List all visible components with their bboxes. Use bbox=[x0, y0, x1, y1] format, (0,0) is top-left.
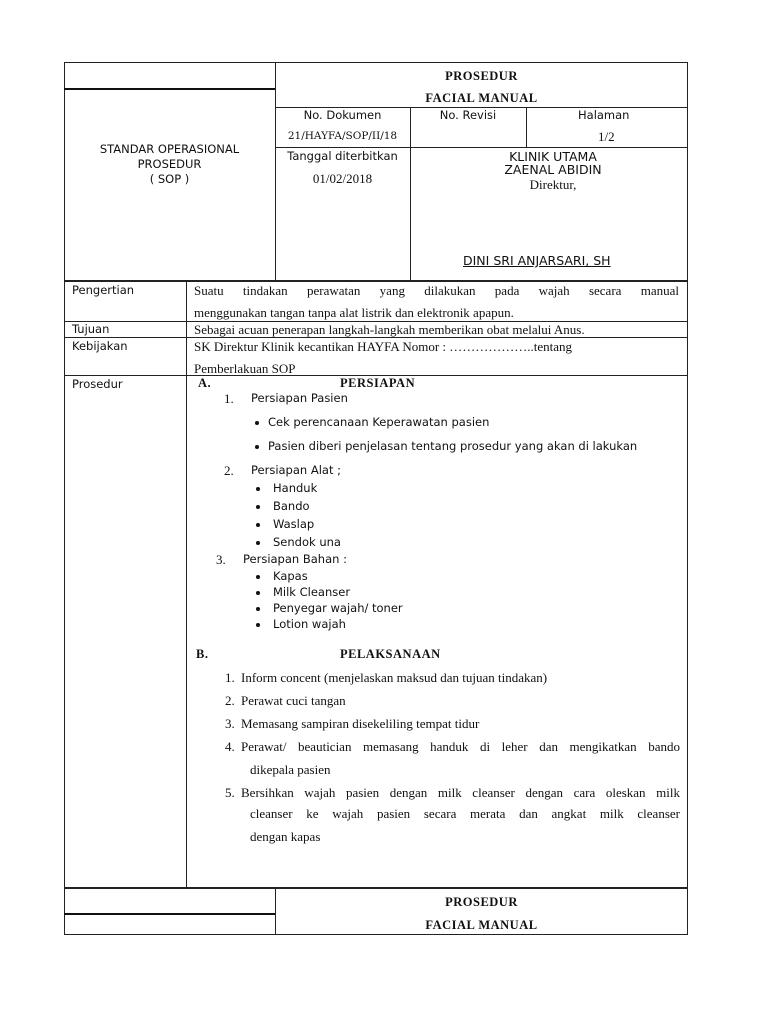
logo-rule bbox=[64, 88, 275, 90]
item1-bullet-1: Cek perencanaan Keperawatan pasien bbox=[268, 415, 490, 429]
clinic-line-2: ZAENAL ABIDIN bbox=[504, 162, 602, 177]
doc-no-value: 21/HAYFA/SOP/II/18 bbox=[287, 130, 398, 142]
section-a-letter: A. bbox=[198, 376, 212, 390]
step5-line-2: cleanser ke wajah pasien secara merata dan angkat milk cleanser bbox=[250, 806, 680, 821]
item2-bullet-1: Handuk bbox=[273, 481, 318, 495]
item2-number: 2. bbox=[224, 463, 234, 478]
header-col-divider-2 bbox=[526, 107, 527, 147]
sop-label-line-3: ( SOP ) bbox=[149, 172, 190, 186]
bullet-dot bbox=[256, 505, 260, 509]
kebijakan-label: Kebijakan bbox=[72, 339, 128, 353]
bullet-dot bbox=[256, 607, 260, 611]
tujuan-label: Tujuan bbox=[72, 322, 110, 336]
item3-bullet-2: Milk Cleanser bbox=[273, 585, 351, 599]
pengertian-line-2: menggunakan tangan tanpa alat listrik dan elektronik apapun. bbox=[194, 305, 514, 320]
step2-number: 2. bbox=[225, 693, 235, 708]
step5-number: 5. bbox=[225, 785, 235, 800]
step5-line-3: dengan kapas bbox=[250, 829, 321, 844]
step1-text: Inform concent (menjelaskan maksud dan tujuan tindakan) bbox=[241, 670, 548, 685]
step4-line-2: dikepala pasien bbox=[250, 762, 331, 777]
item3-bullet-3: Penyegar wajah/ toner bbox=[273, 601, 403, 615]
step3-number: 3. bbox=[225, 716, 235, 731]
item1-bullet-2: Pasien diberi penjelasan tentang prosedur yang akan di lakukan bbox=[268, 439, 638, 453]
footer-logo-rule bbox=[64, 913, 275, 915]
doc-no-label: No. Dokumen bbox=[303, 108, 382, 122]
clinic-line-1: KLINIK UTAMA bbox=[509, 149, 597, 164]
item2-label: Persiapan Alat ; bbox=[251, 463, 342, 477]
item3-number: 3. bbox=[216, 552, 226, 567]
step5-line-1: Bersihkan wajah pasien dengan milk cleanser dengan cara oleskan milk bbox=[241, 785, 680, 800]
body-col-divider bbox=[186, 281, 187, 888]
header-rule-2 bbox=[275, 147, 688, 148]
pengertian-line-1: Suatu tindakan perawatan yang dilakukan pada wajah secara manual bbox=[194, 283, 679, 298]
director-label: Direktur, bbox=[529, 177, 577, 192]
item2-bullet-2: Bando bbox=[273, 499, 310, 513]
bullet-dot bbox=[256, 591, 260, 595]
item1-number: 1. bbox=[224, 391, 234, 406]
footer-subtitle: FACIAL MANUAL bbox=[425, 918, 538, 932]
kebijakan-line-1: SK Direktur Klinik kecantikan HAYFA Nomor : ………………..tentang bbox=[194, 339, 573, 354]
section-b-letter: B. bbox=[196, 647, 209, 661]
page-label: Halaman bbox=[578, 108, 630, 122]
step4-number: 4. bbox=[225, 739, 235, 754]
sop-label-line-2: PROSEDUR bbox=[137, 157, 202, 171]
kebijakan-line-2: Pemberlakuan SOP bbox=[194, 361, 296, 376]
footer-title: PROSEDUR bbox=[445, 895, 518, 909]
prosedur-label: Prosedur bbox=[72, 377, 123, 391]
item3-label: Persiapan Bahan : bbox=[243, 552, 347, 566]
item3-bullet-1: Kapas bbox=[273, 569, 308, 583]
header-subtitle: FACIAL MANUAL bbox=[425, 91, 538, 105]
item3-bullet-4: Lotion wajah bbox=[273, 617, 346, 631]
page-value: 1/2 bbox=[598, 129, 615, 144]
bullet-dot bbox=[255, 445, 259, 449]
pengertian-label: Pengertian bbox=[72, 283, 135, 297]
item2-bullet-3: Waslap bbox=[273, 517, 315, 531]
bullet-dot bbox=[256, 623, 260, 627]
tujuan-text: Sebagai acuan penerapan langkah-langkah memberikan obat melalui Anus. bbox=[194, 322, 585, 337]
bullet-dot bbox=[255, 421, 259, 425]
sop-label-line-1: STANDAR OPERASIONAL bbox=[99, 142, 240, 156]
bullet-dot bbox=[256, 575, 260, 579]
issued-value: 01/02/2018 bbox=[312, 171, 373, 186]
row-rule-2 bbox=[64, 337, 688, 338]
director-name: DINI SRI ANJARSARI, SH bbox=[463, 253, 611, 268]
step4-line-1: Perawat/ beautician memasang handuk di leher dan mengikatkan bando bbox=[241, 739, 680, 754]
item1-label: Persiapan Pasien bbox=[251, 391, 348, 405]
item2-bullet-4: Sendok una bbox=[273, 535, 341, 549]
bullet-dot bbox=[256, 487, 260, 491]
bullet-dot bbox=[256, 523, 260, 527]
issued-label: Tanggal diterbitkan bbox=[287, 149, 398, 163]
bullet-dot bbox=[256, 541, 260, 545]
section-a-title: PERSIAPAN bbox=[340, 376, 416, 390]
section-b-title: PELAKSANAAN bbox=[340, 647, 441, 661]
step2-text: Perawat cuci tangan bbox=[241, 693, 346, 708]
revision-label: No. Revisi bbox=[439, 108, 497, 122]
header-col-divider-1 bbox=[410, 107, 411, 281]
step1-number: 1. bbox=[225, 670, 235, 685]
header-title: PROSEDUR bbox=[445, 69, 518, 83]
step3-text: Memasang sampiran disekeliling tempat tidur bbox=[241, 716, 480, 731]
